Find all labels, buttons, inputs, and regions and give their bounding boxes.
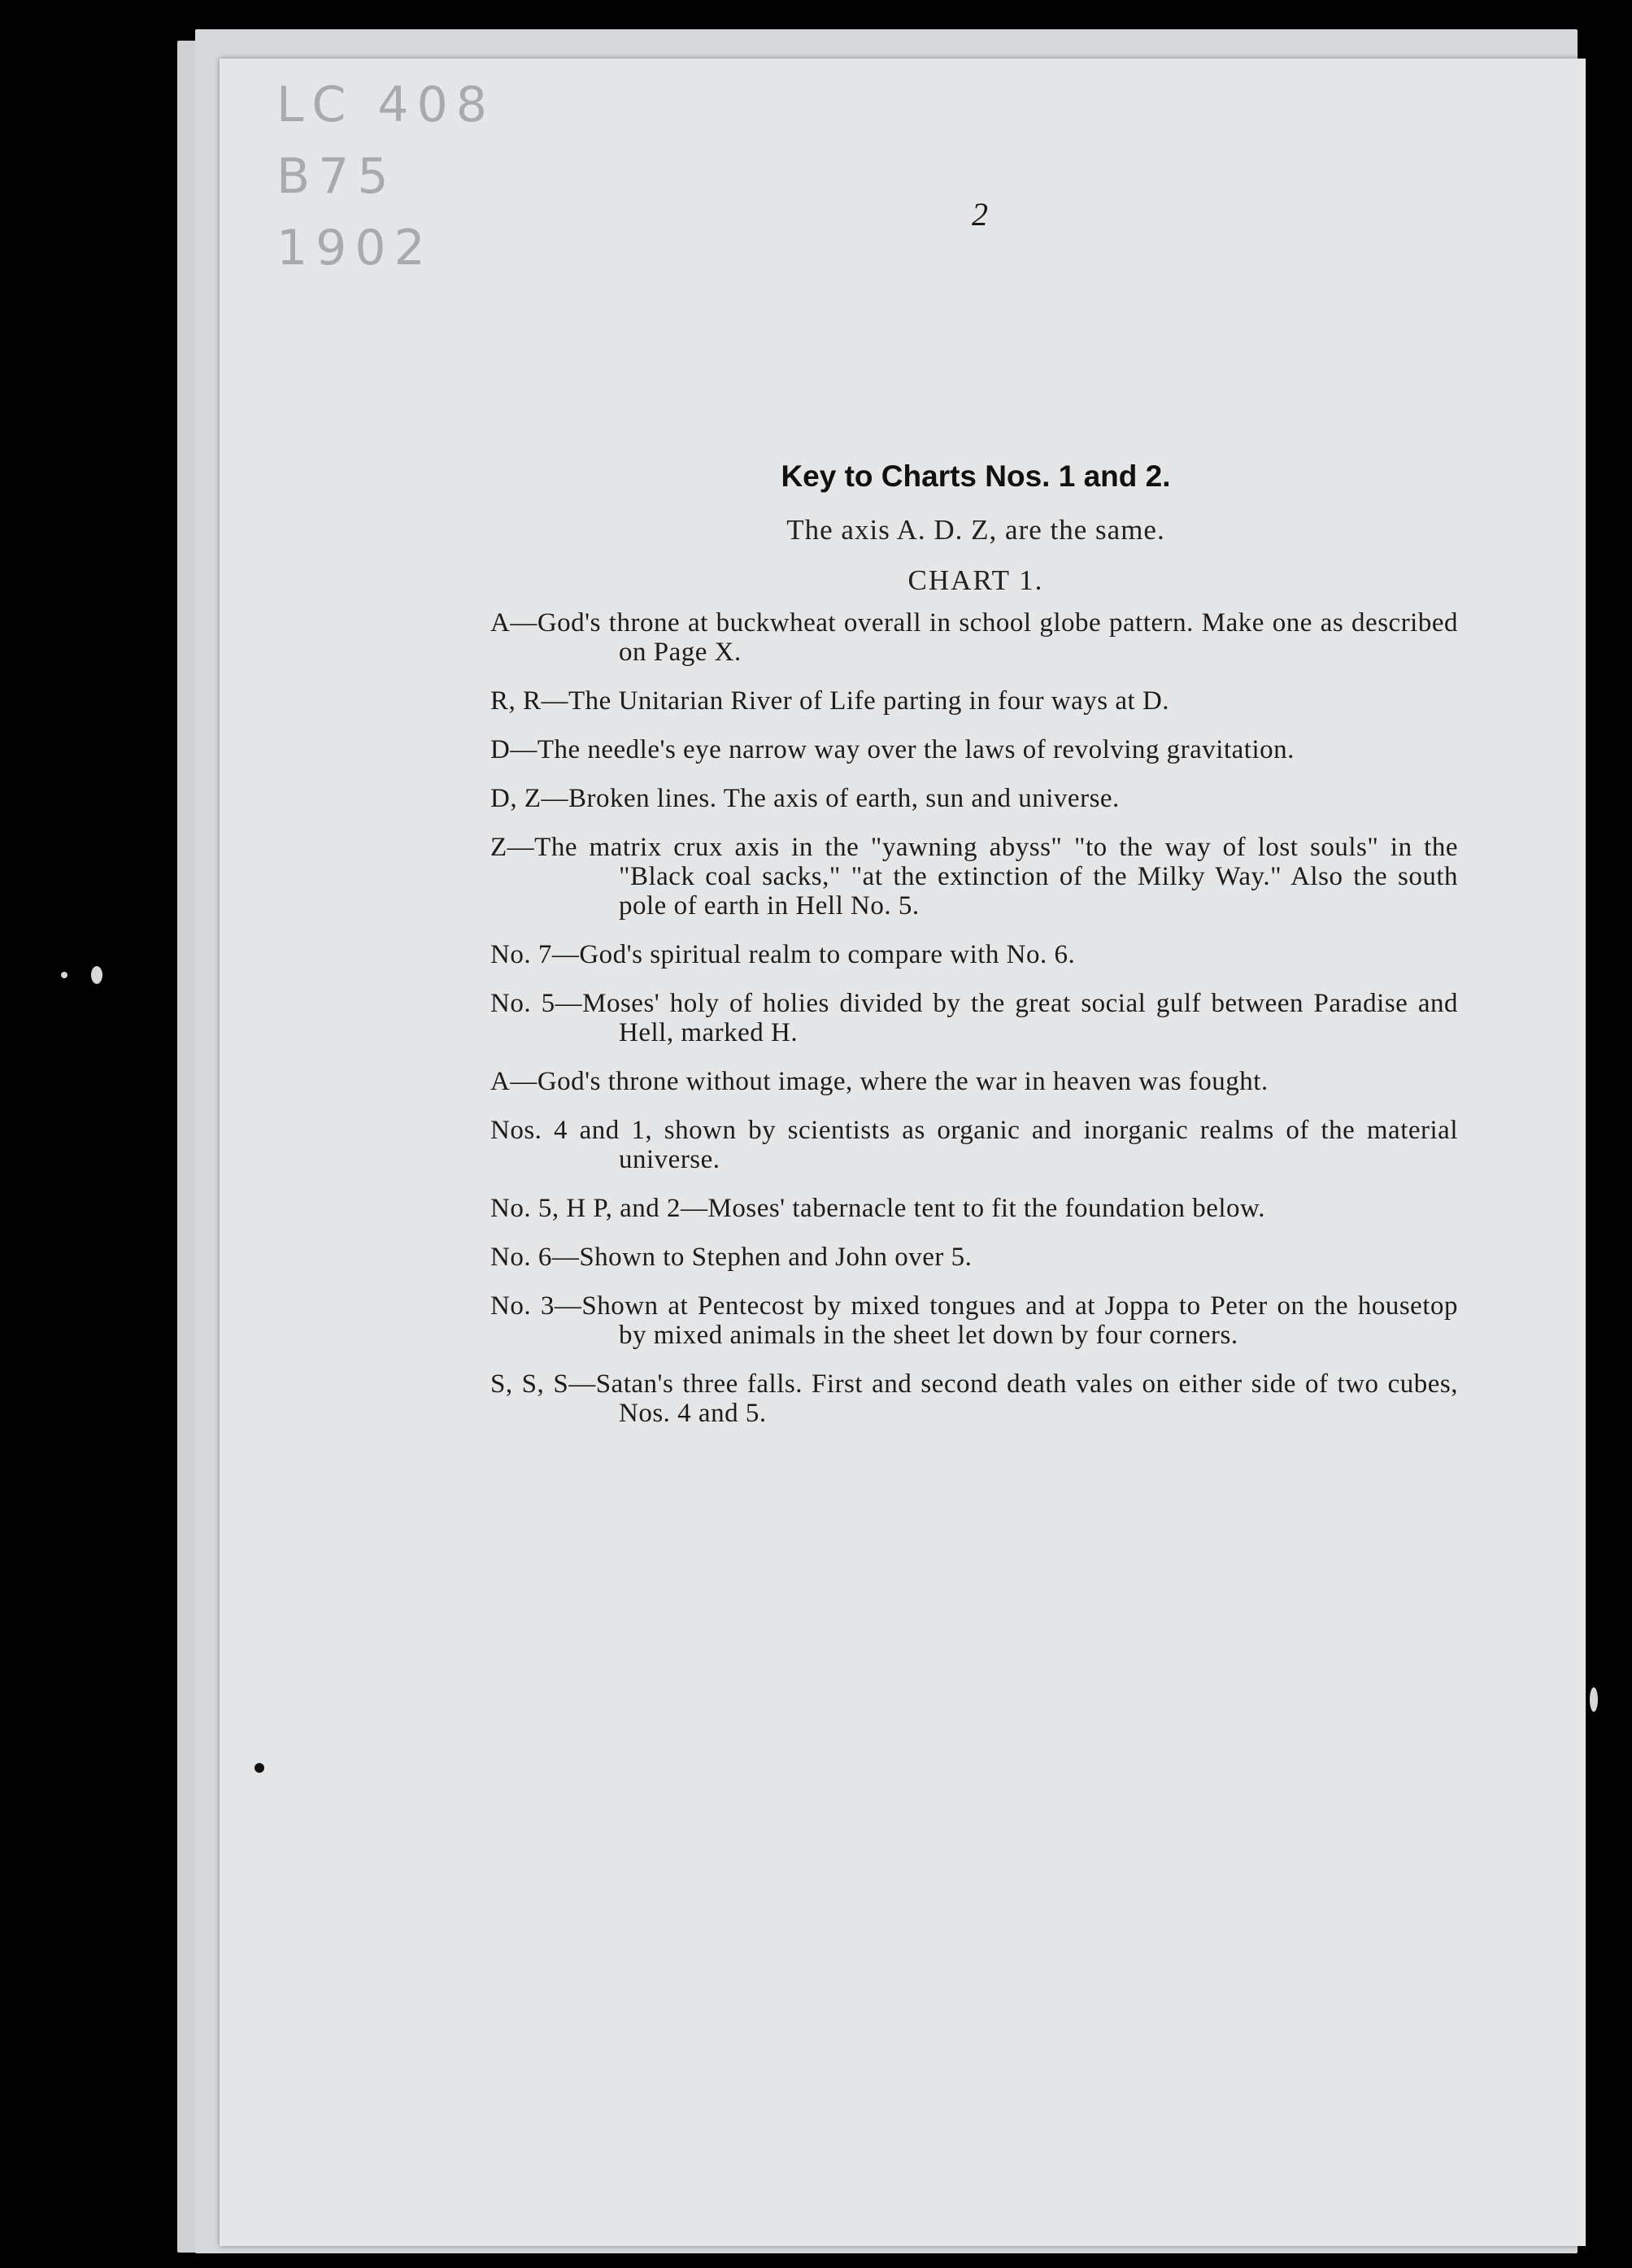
- key-entry: No. 7—God's spiritual realm to compare with No. 6.: [490, 940, 1076, 969]
- key-title: Key to Charts Nos. 1 and 2.: [781, 459, 1171, 493]
- scan-speck: [61, 972, 67, 978]
- key-entry: No. 5—Moses' holy of holies divided by the great social gulf between Paradise and Hell, marked H.: [490, 989, 1458, 1047]
- key-entries: [490, 608, 1458, 1447]
- key-entry: S, S, S—Satan's three falls. First and second death vales on either side of two cubes, Nos. 4 and 5.: [490, 1369, 1458, 1428]
- key-entry: A—God's throne at buckwheat overall in school globe pattern. Make one as described on Page X.: [490, 608, 1458, 667]
- key-entry: D—The needle's eye narrow way over the laws of revolving gravitation.: [490, 735, 1295, 764]
- chart-heading: CHART 1.: [907, 564, 1044, 596]
- key-entry: Z—The matrix crux axis in the "yawning abyss" "to the way of lost souls" in the "Black coal sacks," "at the extinction of the Milky Way." Also the south pole of earth in Hell No. 5.: [490, 833, 1458, 921]
- key-entry: No. 3—Shown at Pentecost by mixed tongues and at Joppa to Peter on the housetop by mixed animals in the sheet let down by four corners.: [490, 1291, 1458, 1350]
- page-number: 2: [972, 196, 988, 233]
- handwritten-call-number: [276, 69, 495, 284]
- key-entry: D, Z—Broken lines. The axis of earth, sun and universe.: [490, 784, 1120, 813]
- key-subtitle: The axis A. D. Z, are the same.: [786, 514, 1165, 546]
- call-number-line: LC 408: [276, 76, 495, 133]
- call-number-line: B75: [276, 148, 397, 205]
- call-number-line: 1902: [276, 220, 433, 276]
- key-entry: A—God's throne without image, where the war in heaven was fought.: [490, 1067, 1269, 1096]
- key-entry: Nos. 4 and 1, shown by scientists as organic and inorganic realms of the material universe.: [490, 1116, 1458, 1174]
- scan-speck: [1590, 1687, 1598, 1712]
- scan-speck: [255, 1763, 264, 1773]
- key-entry: R, R—The Unitarian River of Life parting in four ways at D.: [490, 686, 1170, 716]
- scan-speck: [91, 966, 102, 984]
- key-entry: No. 5, H P, and 2—Moses' tabernacle tent to fit the foundation below.: [490, 1194, 1265, 1223]
- key-entry: No. 6—Shown to Stephen and John over 5.: [490, 1243, 973, 1272]
